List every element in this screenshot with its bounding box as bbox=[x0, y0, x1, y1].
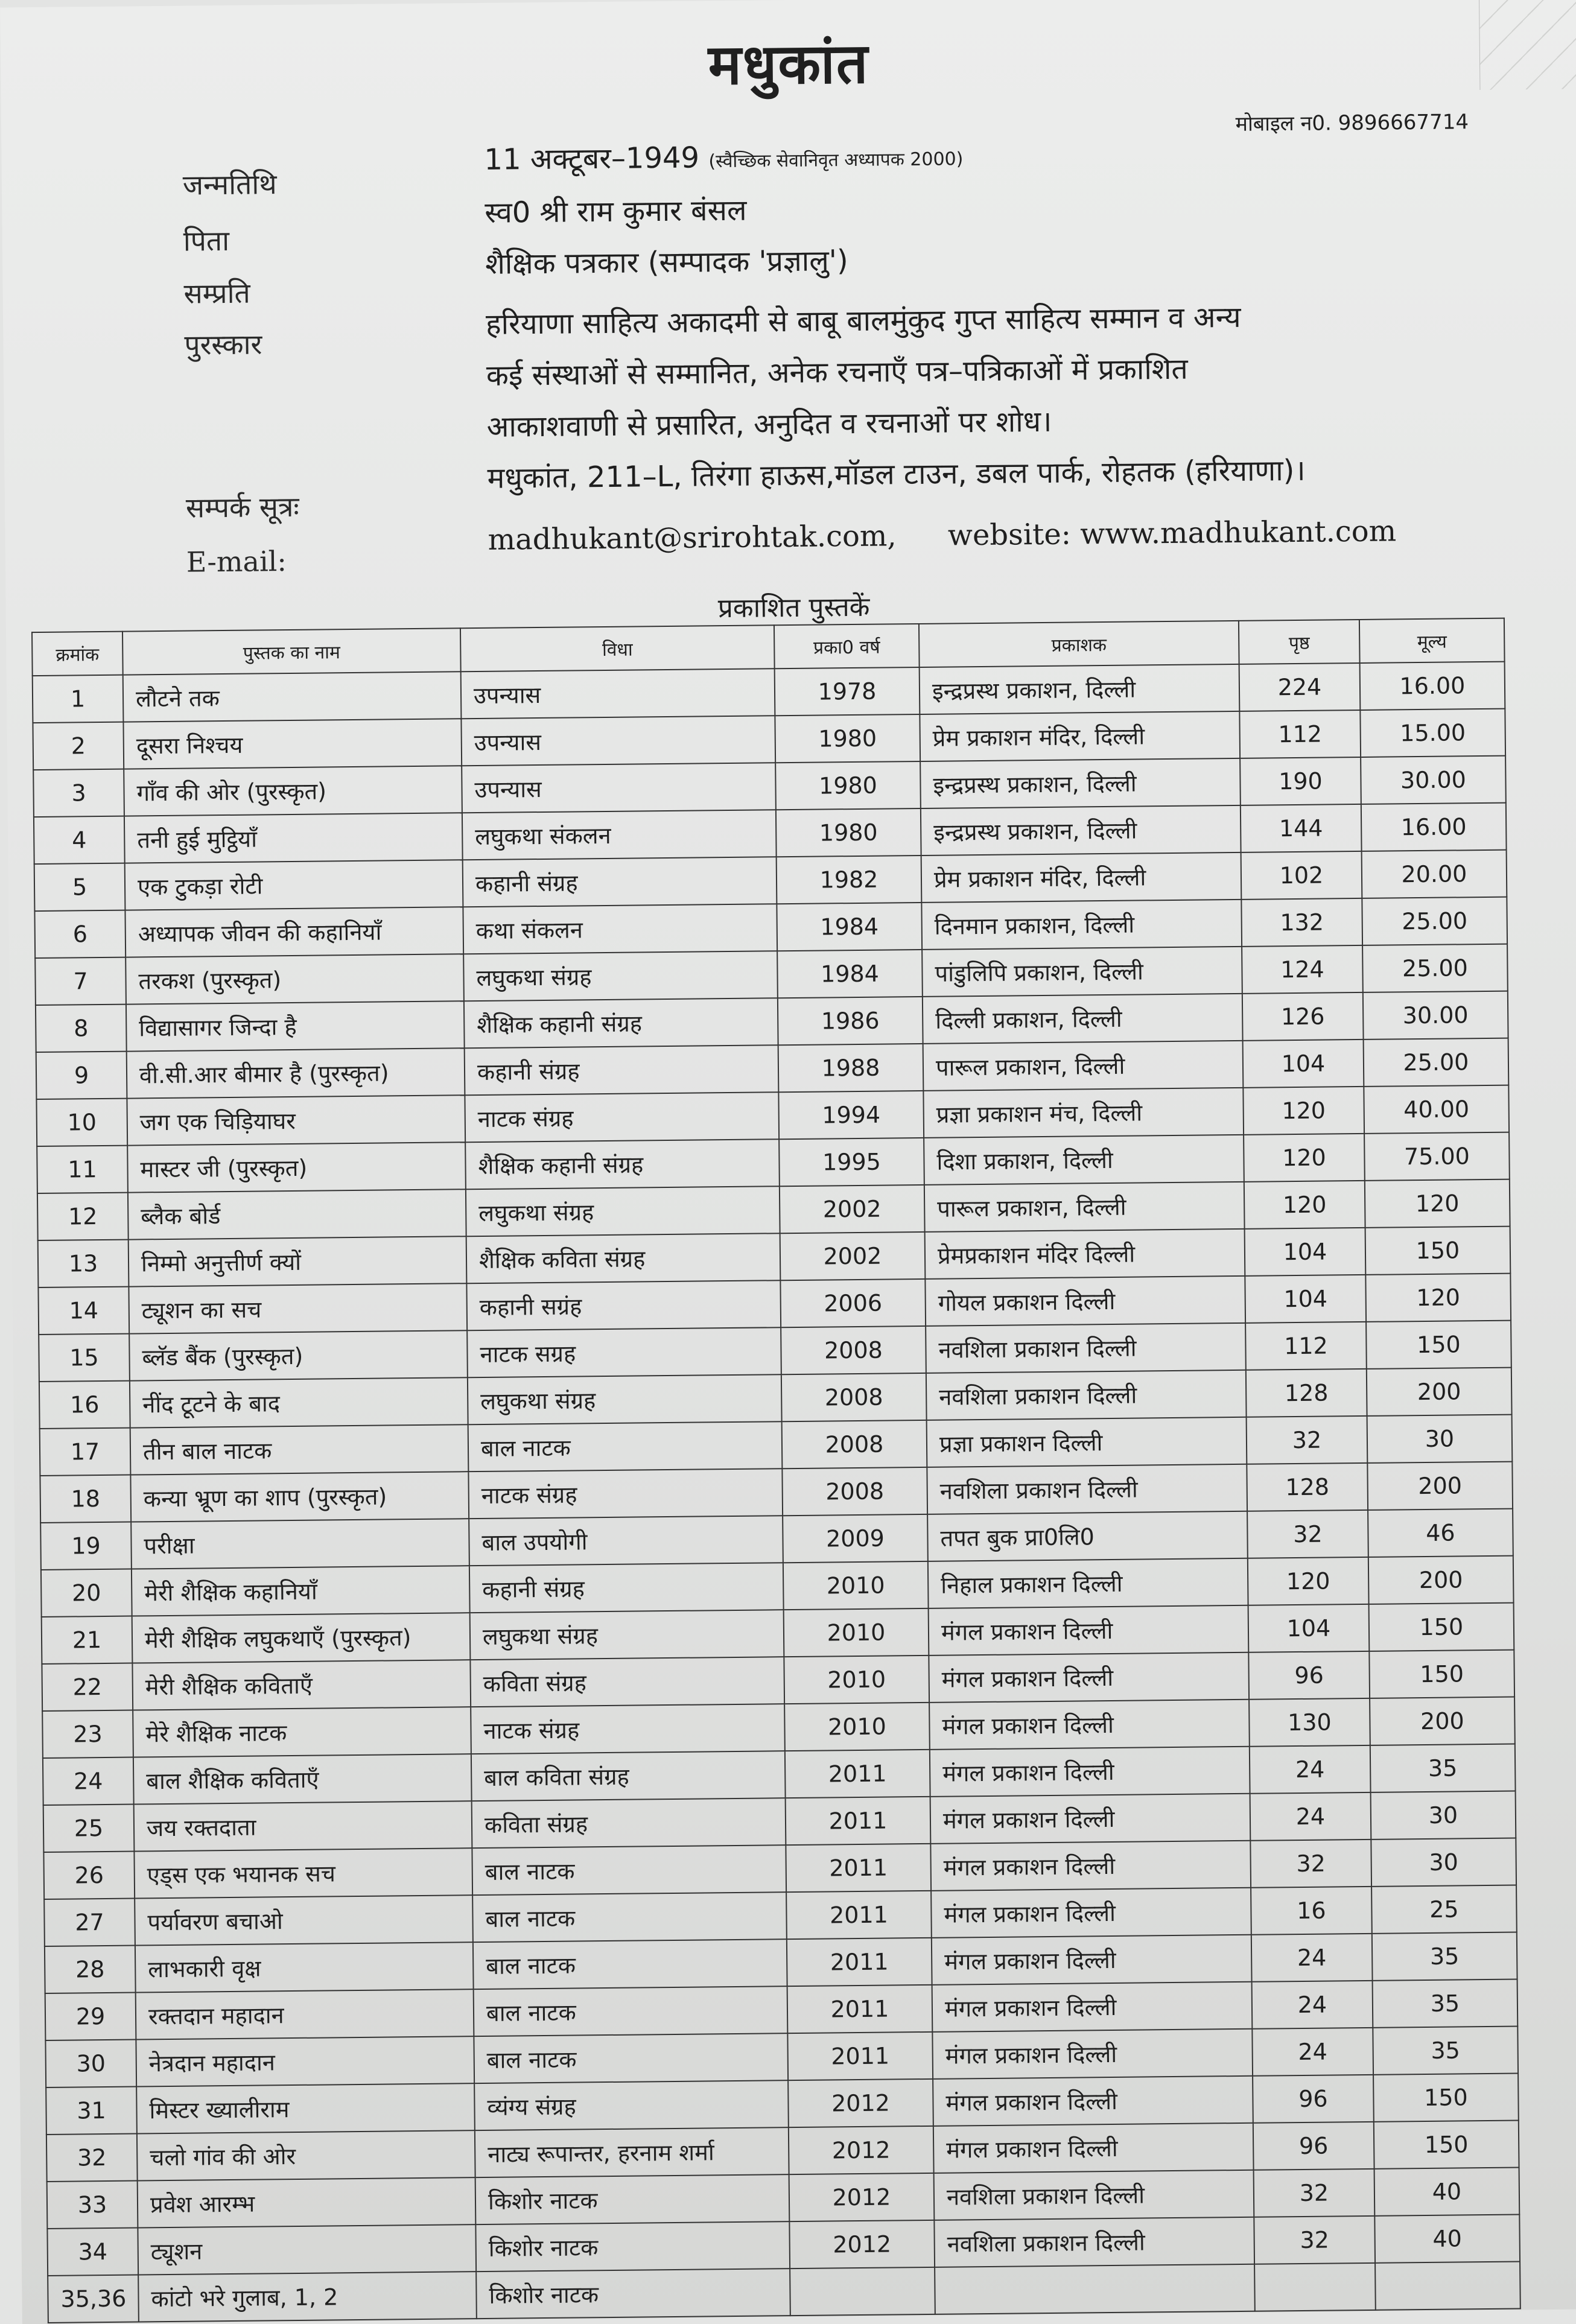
cell-pages: 96 bbox=[1253, 2075, 1374, 2123]
cell-pages: 32 bbox=[1254, 2169, 1375, 2217]
cell-year: 2010 bbox=[784, 1608, 929, 1657]
col-header-pages: पृष्ठ bbox=[1239, 620, 1360, 664]
cell-year: 2012 bbox=[789, 2220, 935, 2268]
cell-price: 200 bbox=[1367, 1462, 1513, 1510]
cell-serial: 31 bbox=[46, 2087, 137, 2135]
cell-title: ब्लैक बोर्ड bbox=[128, 1189, 466, 1239]
books-heading: प्रकाशित पुस्तकें bbox=[717, 591, 870, 624]
cell-price: 120 bbox=[1365, 1274, 1511, 1322]
cell-year bbox=[790, 2267, 935, 2316]
cell-serial: 22 bbox=[42, 1663, 133, 1711]
cell-serial: 24 bbox=[43, 1757, 134, 1805]
cell-year: 2010 bbox=[784, 1656, 929, 1704]
cell-serial: 26 bbox=[43, 1852, 135, 1899]
cell-pages: 32 bbox=[1250, 1840, 1371, 1888]
cell-price: 120 bbox=[1365, 1179, 1510, 1228]
page-title: मधुकांत bbox=[708, 31, 869, 98]
books-table-body bbox=[33, 662, 1520, 2323]
father-label: पिता bbox=[183, 224, 230, 258]
cell-price: 150 bbox=[1374, 2121, 1519, 2169]
cell-genre: बाल उपयोगी bbox=[469, 1516, 783, 1566]
cell-publisher: पांडुलिपि प्रकाशन, दिल्ली bbox=[922, 947, 1242, 997]
cell-serial: 21 bbox=[42, 1616, 133, 1664]
cell-genre: नाटक संग्रह bbox=[471, 1704, 785, 1754]
award-line-1: हरियाणा साहित्य अकादमी से बाबू बालमुंकुद गुप्त साहित्य सम्मान व अन्य bbox=[485, 300, 1241, 341]
cell-genre: बाल नाटक bbox=[473, 1939, 787, 1989]
contact-value: मधुकांत, 211–L, तिरंगा हाऊस,मॉडल टाउन, डबल पार्क, रोहतक (हरियाणा)। bbox=[487, 453, 1306, 495]
cell-genre: किशोर नाटक bbox=[476, 2268, 790, 2319]
cell-genre: उपन्यास bbox=[461, 668, 775, 719]
cell-year: 1980 bbox=[775, 714, 920, 763]
cell-genre: शैक्षिक कहानी संग्रह bbox=[465, 1139, 780, 1189]
cell-title: ब्लॅड बैंक (पुरस्कृत) bbox=[129, 1330, 468, 1380]
cell-title: रक्तदान महादान bbox=[136, 1989, 474, 2039]
cell-year: 2011 bbox=[787, 1985, 933, 2033]
cell-price: 200 bbox=[1368, 1556, 1514, 1604]
cell-price: 35 bbox=[1373, 2027, 1518, 2075]
cell-genre: बाल नाटक bbox=[472, 1845, 786, 1895]
cell-year: 2008 bbox=[782, 1420, 927, 1468]
cell-price: 150 bbox=[1365, 1227, 1511, 1275]
cell-title: लाभकारी वृक्ष bbox=[135, 1942, 474, 1992]
cell-year: 1988 bbox=[778, 1044, 924, 1092]
cell-genre: व्यंग्य संग्रह bbox=[474, 2080, 789, 2130]
cell-price: 25.00 bbox=[1364, 1038, 1509, 1087]
cell-genre: किशोर नाटक bbox=[475, 2221, 790, 2272]
cell-genre: कविता संग्रह bbox=[470, 1657, 784, 1707]
cell-publisher: मंगल प्रकाशन दिल्ली bbox=[931, 1888, 1251, 1938]
cell-publisher: मंगल प्रकाशन दिल्ली bbox=[930, 1747, 1250, 1797]
cell-year: 1980 bbox=[776, 808, 921, 857]
cell-genre: शैक्षिक कविता संग्रह bbox=[466, 1233, 781, 1283]
cell-price: 150 bbox=[1369, 1603, 1514, 1651]
cell-title: विद्यासागर जिन्दा है bbox=[126, 1001, 465, 1051]
award-line-2: कई संस्थाओं से सम्मानित, अनेक रचनाएँ पत्र–पत्रिकाओं में प्रकाशित bbox=[486, 352, 1189, 393]
cell-publisher: मंगल प्रकाशन दिल्ली bbox=[932, 2029, 1253, 2079]
cell-title: मेरी शैक्षिक कहानियाँ bbox=[132, 1566, 470, 1616]
cell-genre: कथा संकलन bbox=[463, 904, 777, 954]
cell-title: मास्टर जी (पुरस्कृत) bbox=[127, 1142, 466, 1192]
cell-genre: बाल कविता संग्रह bbox=[471, 1751, 786, 1801]
cell-year: 2002 bbox=[780, 1232, 926, 1280]
cell-year: 2011 bbox=[786, 1844, 931, 1892]
cell-pages: 24 bbox=[1252, 2028, 1373, 2076]
cell-year: 2006 bbox=[780, 1279, 926, 1327]
cell-year: 1980 bbox=[775, 761, 921, 810]
cell-title: वी.सी.आर बीमार है (पुरस्कृत) bbox=[127, 1048, 465, 1098]
cell-genre: नाटक सग्रह bbox=[467, 1327, 781, 1377]
cell-price bbox=[1375, 2262, 1520, 2310]
cell-serial: 8 bbox=[36, 1005, 127, 1052]
cell-price: 25 bbox=[1371, 1885, 1517, 1934]
cell-serial: 15 bbox=[39, 1334, 130, 1382]
cell-title: जय रक्तदाता bbox=[134, 1801, 472, 1851]
cell-genre: कविता संग्रह bbox=[472, 1798, 786, 1848]
cell-genre: कहानी संग्रह bbox=[463, 857, 777, 907]
cell-price: 75.00 bbox=[1364, 1132, 1510, 1181]
cell-genre: नाट्य रूपान्तर, हरनाम शर्मा bbox=[475, 2127, 789, 2177]
cell-serial: 14 bbox=[38, 1287, 129, 1335]
cell-publisher: दिल्ली प्रकाशन, दिल्ली bbox=[923, 994, 1243, 1044]
cell-publisher: मंगल प्रकाशन दिल्ली bbox=[932, 1982, 1253, 2032]
cell-pages: 128 bbox=[1246, 1369, 1367, 1417]
cell-price: 30 bbox=[1371, 1838, 1516, 1887]
books-table bbox=[31, 618, 1521, 2323]
cell-price: 20.00 bbox=[1362, 850, 1507, 898]
cell-publisher: निहाल प्रकाशन दिल्ली bbox=[928, 1558, 1248, 1608]
cell-price: 200 bbox=[1370, 1697, 1515, 1745]
cell-genre: लघुकथा संग्रह bbox=[463, 951, 778, 1001]
cell-year: 2011 bbox=[787, 1938, 932, 1986]
cell-publisher: मंगल प्रकाशन दिल्ली bbox=[933, 2123, 1254, 2173]
cell-pages: 104 bbox=[1245, 1228, 1366, 1276]
cell-price: 30.00 bbox=[1363, 991, 1508, 1040]
cell-title: तनी हुई मुट्ठियाँ bbox=[124, 813, 463, 863]
cell-price: 35 bbox=[1372, 1932, 1517, 1981]
cell-publisher: प्रेम प्रकाशन मंदिर, दिल्ली bbox=[920, 711, 1240, 761]
cell-genre: लघुकथा संग्रह bbox=[466, 1186, 780, 1236]
cell-serial: 34 bbox=[47, 2228, 138, 2276]
cell-publisher: प्रज्ञा प्रकाशन मंच, दिल्ली bbox=[923, 1088, 1244, 1138]
cell-pages: 96 bbox=[1248, 1651, 1370, 1700]
cell-publisher: तपत बुक प्रा0लि0 bbox=[927, 1511, 1248, 1561]
cell-title: मेरी शैक्षिक लघुकथाएँ (पुरस्कृत) bbox=[132, 1613, 471, 1663]
cell-pages: 104 bbox=[1248, 1604, 1370, 1653]
cell-publisher: दिनमान प्रकाशन, दिल्ली bbox=[921, 900, 1242, 950]
cell-publisher: मंगल प्रकाशन दिल्ली bbox=[929, 1653, 1249, 1703]
col-header-year: प्रका0 वर्ष bbox=[774, 624, 920, 668]
cell-title: मेरे शैक्षिक नाटक bbox=[133, 1707, 471, 1757]
cell-genre: बाल नाटक bbox=[474, 1986, 788, 2036]
birth-value bbox=[484, 133, 1449, 177]
cell-publisher: प्रज्ञा प्रकाशन दिल्ली bbox=[927, 1417, 1247, 1467]
cell-title: तरकश (पुरस्कृत) bbox=[126, 954, 464, 1004]
cell-publisher: मंगल प्रकाशन दिल्ली bbox=[929, 1700, 1250, 1750]
cell-pages: 132 bbox=[1241, 898, 1362, 947]
cell-serial: 16 bbox=[39, 1381, 130, 1429]
cell-pages: 190 bbox=[1240, 757, 1361, 805]
contact-label: सम्पर्क सूत्रः bbox=[185, 490, 299, 524]
cell-price: 30.00 bbox=[1361, 756, 1506, 804]
cell-pages: 120 bbox=[1248, 1557, 1369, 1605]
cell-year: 2008 bbox=[782, 1467, 927, 1516]
cell-genre: लघुकथा संकलन bbox=[462, 810, 777, 860]
cell-serial: 11 bbox=[37, 1146, 128, 1193]
cell-year: 2008 bbox=[781, 1373, 927, 1421]
cell-title: कन्या भ्रूण का शाप (पुरस्कृत) bbox=[130, 1472, 469, 1522]
cell-serial: 2 bbox=[33, 722, 124, 770]
cell-title: जग एक चिड़ियाघर bbox=[127, 1095, 465, 1145]
cell-publisher: गोयल प्रकाशन दिल्ली bbox=[925, 1276, 1245, 1326]
cell-genre: शैक्षिक कहानी संग्रह bbox=[464, 998, 778, 1048]
cell-title: मिस्टर ख्यालीराम bbox=[136, 2083, 475, 2133]
current-value: शैक्षिक पत्रकार (सम्पादक 'प्रज्ञालु') bbox=[485, 244, 848, 281]
cell-serial: 35,36 bbox=[48, 2275, 139, 2323]
cell-serial: 33 bbox=[47, 2181, 138, 2229]
cell-publisher: नवशिला प्रकाशन दिल्ली bbox=[927, 1464, 1247, 1514]
cell-serial: 10 bbox=[36, 1099, 127, 1146]
cell-serial: 17 bbox=[40, 1428, 131, 1476]
cell-title: कांटो भरे गुलाब, 1, 2 bbox=[138, 2272, 477, 2322]
cell-serial: 18 bbox=[40, 1475, 131, 1523]
cell-pages: 120 bbox=[1244, 1181, 1365, 1229]
cell-year: 1978 bbox=[775, 667, 920, 716]
birth-note: (स्वैच्छिक सेवानिवृत अध्यापक 2000) bbox=[708, 148, 964, 173]
cell-year: 2011 bbox=[785, 1750, 930, 1798]
cell-genre: कहानी संग्रह bbox=[465, 1045, 779, 1095]
current-label: सम्प्रति bbox=[183, 276, 250, 310]
cell-pages: 126 bbox=[1242, 992, 1364, 1041]
cell-genre: नाटक संग्रह bbox=[468, 1468, 783, 1519]
cell-genre: कहानी सग्रंह bbox=[466, 1280, 781, 1330]
cell-title: तीन बाल नाटक bbox=[130, 1424, 469, 1475]
cell-price: 46 bbox=[1368, 1509, 1513, 1557]
col-header-price: मूल्य bbox=[1359, 618, 1505, 663]
cell-year: 1994 bbox=[778, 1091, 924, 1139]
email-value: madhukant@srirohtak.com, bbox=[488, 519, 897, 557]
cell-publisher: नवशिला प्रकाशन दिल्ली bbox=[926, 1323, 1246, 1373]
cell-year: 2010 bbox=[784, 1703, 930, 1751]
cell-pages: 24 bbox=[1250, 1745, 1371, 1794]
cell-title: ट्यूशन का सच bbox=[129, 1283, 467, 1333]
cell-genre: किशोर नाटक bbox=[475, 2174, 790, 2224]
cell-genre: कहानी संग्रह bbox=[469, 1563, 784, 1613]
cell-pages: 104 bbox=[1243, 1040, 1364, 1088]
cell-price: 30 bbox=[1371, 1791, 1516, 1840]
cell-year: 2009 bbox=[783, 1514, 928, 1563]
email-row bbox=[488, 513, 1453, 557]
cell-genre: बाल नाटक bbox=[472, 1892, 787, 1942]
cell-genre: बाल नाटक bbox=[474, 2033, 788, 2083]
cell-serial: 3 bbox=[33, 769, 124, 817]
cell-genre: उपन्यास bbox=[461, 716, 775, 766]
cell-pages: 32 bbox=[1254, 2216, 1375, 2264]
cell-price: 30 bbox=[1367, 1415, 1513, 1463]
cell-title: दूसरा निश्चय bbox=[123, 719, 462, 769]
cell-serial: 9 bbox=[36, 1052, 127, 1099]
cell-serial: 12 bbox=[37, 1193, 129, 1240]
cell-genre: उपन्यास bbox=[462, 763, 776, 813]
cell-price: 15.00 bbox=[1360, 709, 1505, 757]
cell-serial: 4 bbox=[34, 816, 125, 864]
cell-genre: लघुकथा संग्रह bbox=[468, 1374, 782, 1424]
cell-year: 2011 bbox=[786, 1797, 931, 1845]
cell-title: प्रवेश आरम्भ bbox=[138, 2177, 476, 2227]
cell-serial: 23 bbox=[42, 1710, 133, 1758]
cell-price: 150 bbox=[1366, 1321, 1511, 1369]
cell-genre: नाटक संग्रह bbox=[465, 1092, 779, 1142]
cell-title: चलो गांव की ओर bbox=[137, 2130, 475, 2180]
cell-year: 1984 bbox=[777, 950, 923, 998]
cell-pages bbox=[1254, 2263, 1376, 2311]
cell-price: 35 bbox=[1373, 1980, 1518, 2028]
cell-price: 35 bbox=[1370, 1744, 1516, 1792]
cell-pages: 130 bbox=[1249, 1698, 1370, 1747]
cell-publisher: दिशा प्रकाशन, दिल्ली bbox=[924, 1135, 1244, 1185]
cell-year: 2011 bbox=[787, 2032, 933, 2080]
cell-serial: 13 bbox=[38, 1240, 129, 1287]
cell-pages: 24 bbox=[1250, 1792, 1371, 1841]
cell-title: निम्मो अनुत्तीर्ण क्यों bbox=[129, 1236, 467, 1286]
cell-serial: 7 bbox=[35, 957, 126, 1005]
cell-title: एड्स एक भयानक सच bbox=[134, 1848, 472, 1898]
cell-year: 2012 bbox=[788, 2079, 933, 2127]
cell-title: मेरी शैक्षिक कविताएँ bbox=[132, 1660, 471, 1710]
col-header-serial: क्रमांक bbox=[32, 632, 123, 676]
cell-publisher bbox=[935, 2264, 1255, 2314]
cell-year: 2012 bbox=[789, 2173, 935, 2221]
cell-genre: लघुकथा संग्रह bbox=[470, 1610, 784, 1660]
cell-year: 2012 bbox=[789, 2126, 934, 2174]
cell-price: 40 bbox=[1374, 2215, 1520, 2263]
cell-pages: 102 bbox=[1241, 851, 1362, 900]
cell-publisher: नवशिला प्रकाशन दिल्ली bbox=[934, 2170, 1254, 2220]
cell-pages: 124 bbox=[1242, 945, 1363, 994]
cell-pages: 32 bbox=[1247, 1510, 1368, 1558]
cell-pages: 32 bbox=[1247, 1416, 1368, 1464]
cell-publisher: मंगल प्रकाशन दिल्ली bbox=[930, 1794, 1251, 1844]
cell-publisher: नवशिला प्रकाशन दिल्ली bbox=[934, 2217, 1254, 2267]
cell-publisher: प्रेम प्रकाशन मंदिर, दिल्ली bbox=[921, 852, 1242, 903]
col-header-publisher: प्रकाशक bbox=[919, 621, 1239, 667]
cell-pages: 24 bbox=[1252, 1981, 1373, 2029]
cell-price: 150 bbox=[1369, 1650, 1514, 1698]
cell-pages: 120 bbox=[1243, 1087, 1364, 1135]
cell-serial: 5 bbox=[34, 863, 126, 911]
cell-publisher: पारूल प्रकाशन, दिल्ली bbox=[923, 1041, 1244, 1091]
email-label: E-mail: bbox=[186, 545, 287, 579]
cell-publisher: नवशिला प्रकाशन दिल्ली bbox=[926, 1370, 1247, 1420]
cell-serial: 6 bbox=[34, 910, 126, 958]
cell-pages: 24 bbox=[1251, 1934, 1373, 1982]
cell-price: 16.00 bbox=[1361, 803, 1507, 851]
cell-title: लौटने तक bbox=[123, 671, 462, 722]
cell-title: बाल शैक्षिक कविताएँ bbox=[133, 1754, 472, 1804]
cell-pages: 128 bbox=[1247, 1463, 1368, 1511]
cell-pages: 16 bbox=[1251, 1887, 1372, 1935]
cell-price: 40.00 bbox=[1364, 1085, 1509, 1134]
cell-pages: 112 bbox=[1245, 1322, 1367, 1370]
cell-publisher: मंगल प्रकाशन दिल्ली bbox=[930, 1841, 1251, 1891]
cell-title: परीक्षा bbox=[131, 1519, 469, 1569]
cell-price: 16.00 bbox=[1360, 662, 1505, 710]
cell-price: 200 bbox=[1367, 1368, 1512, 1416]
cell-serial: 29 bbox=[45, 1993, 136, 2040]
cell-title: नींद टूटने के बाद bbox=[130, 1377, 468, 1427]
cell-serial: 30 bbox=[45, 2040, 136, 2087]
birth-label: जन्मतिथि bbox=[182, 168, 277, 202]
award-label: पुरस्कार bbox=[184, 328, 262, 361]
cell-publisher: इन्द्रप्रस्थ प्रकाशन, दिल्ली bbox=[920, 664, 1240, 714]
cell-pages: 120 bbox=[1244, 1134, 1365, 1182]
cell-publisher: इन्द्रप्रस्थ प्रकाशन, दिल्ली bbox=[921, 805, 1241, 856]
cell-title: गाँव की ओर (पुरस्कृत) bbox=[124, 766, 462, 816]
cell-year: 1995 bbox=[779, 1138, 924, 1186]
cell-serial: 25 bbox=[43, 1805, 135, 1852]
father-value: स्व0 श्री राम कुमार बंसल bbox=[485, 193, 747, 230]
cell-publisher: मंगल प्रकाशन दिल्ली bbox=[932, 1935, 1252, 1985]
birth-date: 11 अक्टूबर–1949 bbox=[484, 141, 700, 177]
cell-pages: 144 bbox=[1241, 804, 1362, 852]
cell-publisher: प्रेमप्रकाशन मंदिर दिल्ली bbox=[925, 1229, 1245, 1279]
award-line-3: आकाशवाणी से प्रसारित, अनुदित व रचनाओं पर शोध। bbox=[486, 404, 1052, 444]
cell-genre: बाल नाटक bbox=[468, 1421, 783, 1472]
cell-serial: 19 bbox=[40, 1522, 132, 1570]
cell-title: अध्यापक जीवन की कहानियाँ bbox=[125, 907, 463, 957]
cell-year: 2008 bbox=[781, 1326, 926, 1374]
cell-serial: 32 bbox=[46, 2134, 138, 2182]
cell-publisher: मंगल प्रकाशन दिल्ली bbox=[929, 1605, 1249, 1656]
cell-title: पर्यावरण बचाओ bbox=[135, 1895, 473, 1945]
cell-year: 1984 bbox=[777, 903, 922, 951]
cell-publisher: मंगल प्रकाशन दिल्ली bbox=[933, 2076, 1253, 2126]
cell-title: नेत्रदान महादान bbox=[136, 2036, 474, 2086]
cell-serial: 1 bbox=[33, 675, 124, 723]
cell-price: 40 bbox=[1374, 2168, 1520, 2216]
cell-publisher: पारूल प्रकाशन, दिल्ली bbox=[924, 1182, 1245, 1232]
col-header-title: पुस्तक का नाम bbox=[122, 628, 461, 675]
cell-pages: 96 bbox=[1253, 2122, 1374, 2170]
cell-title: ट्यूशन bbox=[138, 2224, 476, 2275]
cell-year: 2002 bbox=[780, 1185, 925, 1233]
cell-price: 25.00 bbox=[1362, 944, 1508, 992]
cell-pages: 112 bbox=[1239, 710, 1361, 758]
cell-year: 1982 bbox=[777, 856, 922, 904]
cell-year: 2011 bbox=[786, 1891, 932, 1939]
cell-serial: 28 bbox=[45, 1946, 136, 1993]
mobile-number: मोबाइल न0. 9896667714 bbox=[1235, 110, 1469, 136]
cell-title: एक टुकड़ा रोटी bbox=[125, 860, 463, 910]
cell-price: 150 bbox=[1373, 2074, 1519, 2122]
cell-pages: 224 bbox=[1239, 663, 1361, 711]
col-header-genre: विधा bbox=[460, 625, 775, 671]
cell-year: 2010 bbox=[783, 1561, 929, 1610]
cell-pages: 104 bbox=[1245, 1275, 1366, 1323]
cell-price: 25.00 bbox=[1362, 897, 1507, 945]
website-value: website: www.madhukant.com bbox=[947, 514, 1397, 553]
cell-publisher: इन्द्रप्रस्थ प्रकाशन, दिल्ली bbox=[920, 758, 1241, 808]
cell-serial: 27 bbox=[44, 1899, 135, 1946]
cell-serial: 20 bbox=[41, 1569, 132, 1617]
cell-year: 1986 bbox=[778, 997, 923, 1045]
